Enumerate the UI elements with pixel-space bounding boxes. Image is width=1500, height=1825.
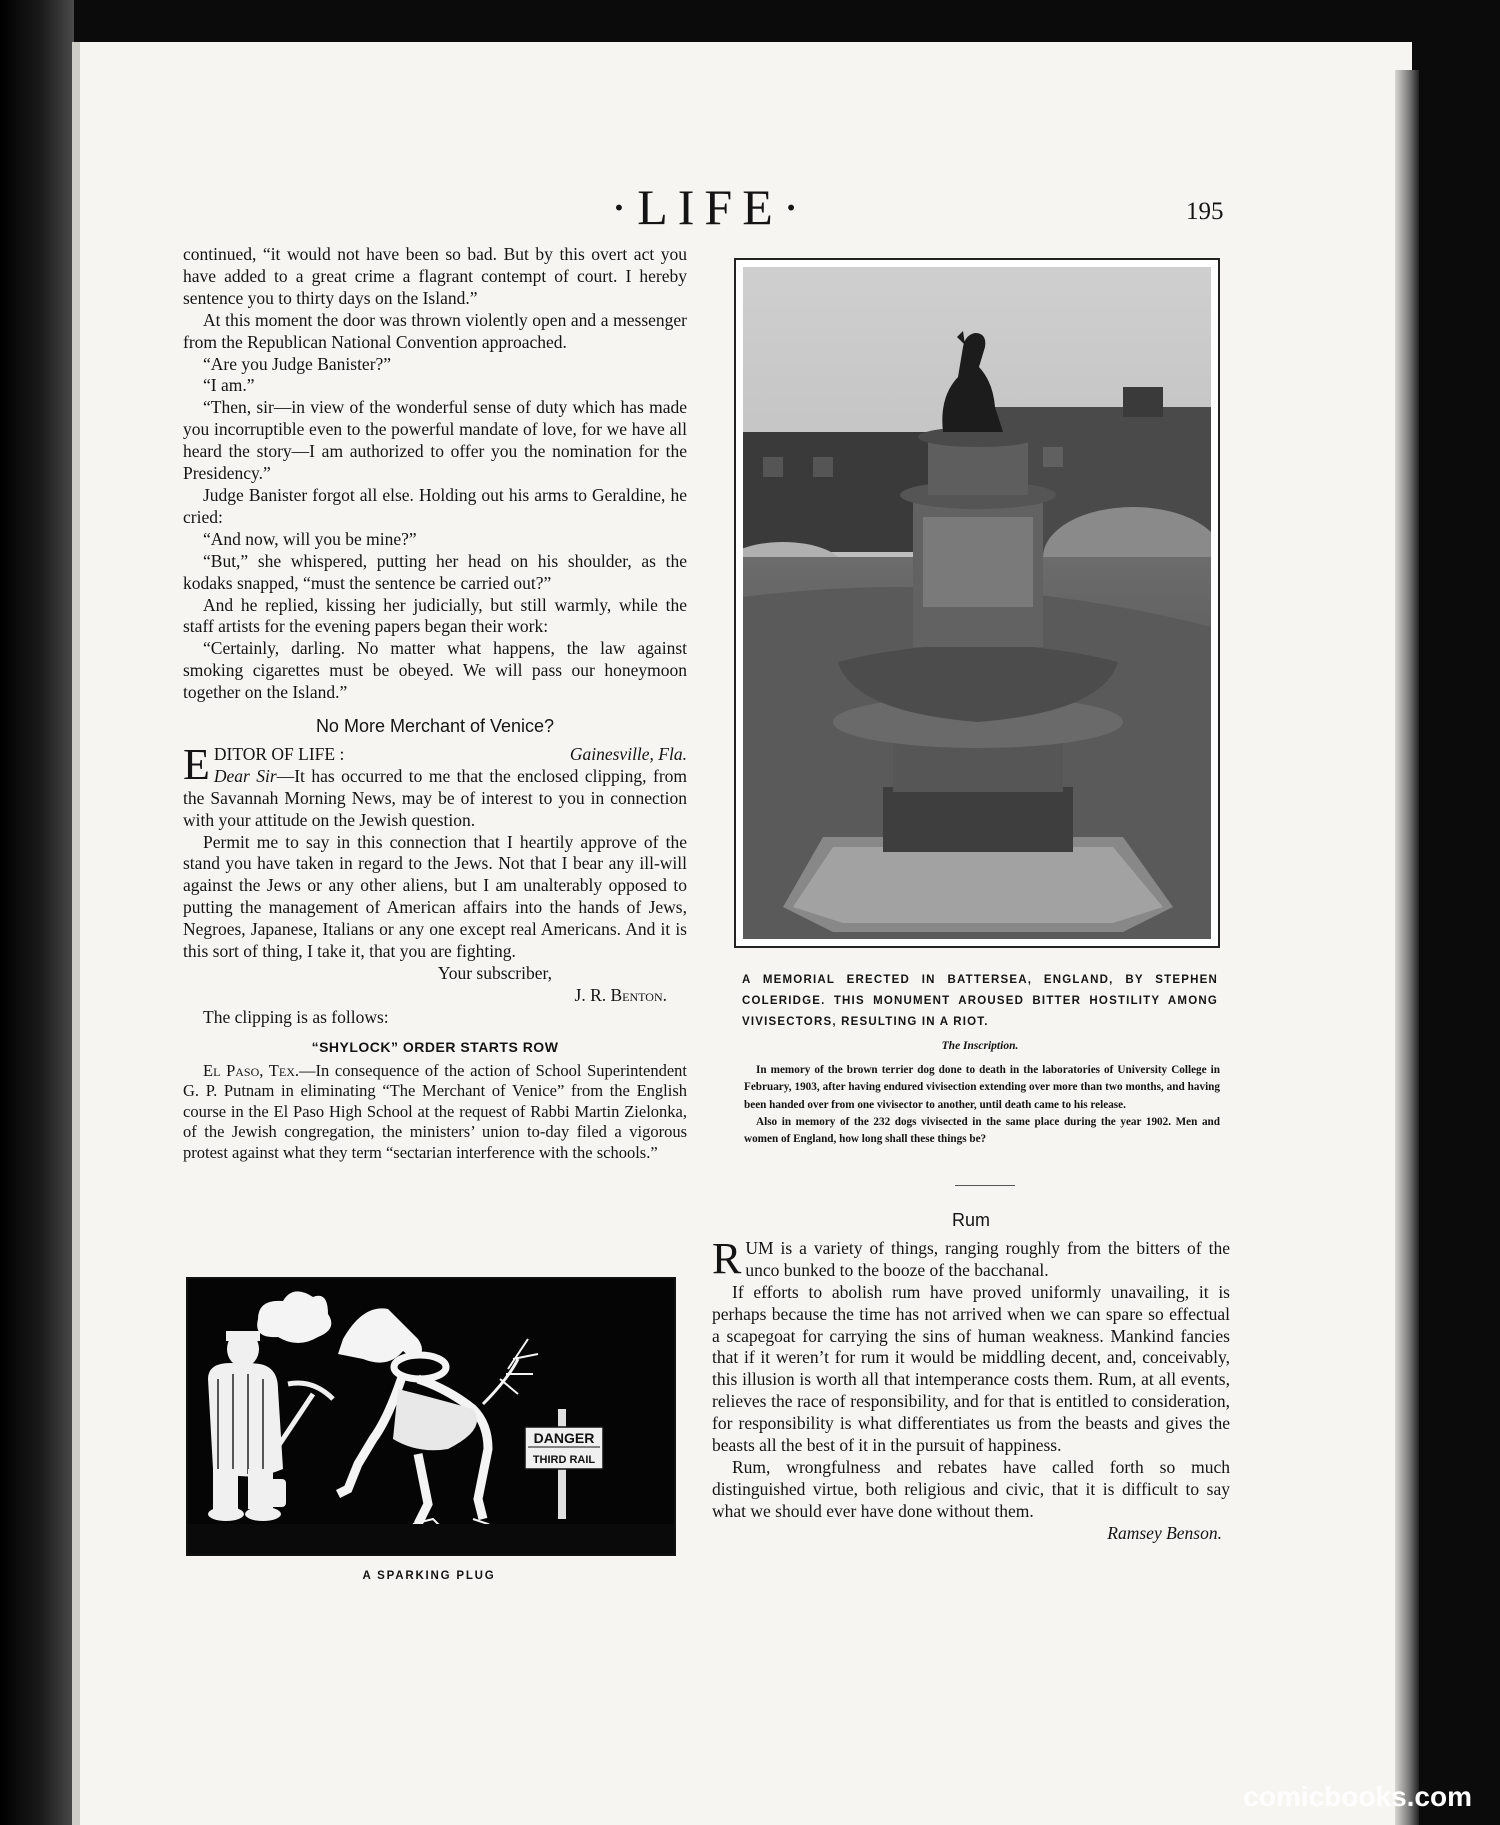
story-paragraph: “But,” she whispered, putting her head on his shoulder, as the kodaks snapped, “must the sentence be carried out?” xyxy=(183,550,687,593)
story-paragraph: At this moment the door was thrown violently open and a messenger from the Republican National Convention approached. xyxy=(183,309,687,352)
third-rail-sign-text: THIRD RAIL xyxy=(532,1454,596,1466)
rum-paragraph: If efforts to abolish rum have proved uniformly unavailing, it is perhaps because the time has not arrived when we can spare so effectual a scapegoat for carrying the sins of human weakness. Mankind fancies that if it weren’t for rum it would be middling decent, and, conceivably, this illusion is worth all that intemperance costs them. Rum, at all events, relieves the race of responsibility, and for that is entitled to consideration, for responsibility is what differentiates us from the beasts and gives the beasts all the best of it in the pursuit of happiness. xyxy=(712,1281,1230,1456)
letter-closing: Your subscriber, xyxy=(437,963,552,983)
story-paragraph: “And now, will you be mine?” xyxy=(203,528,417,549)
clipping-dateline: El Paso, Tex. xyxy=(203,1060,299,1080)
clipping-headline: “SHYLOCK” ORDER STARTS ROW xyxy=(311,1038,559,1055)
clipping-text: —In consequence of the action of School Superintendent G. P. Putnam in eliminating “The Merchant of Venice” from the English course in the El Paso High School at the request of Rabbi Martin Zielonka, of the Jewish congregation, the ministers’ union to-day filed a vigorous protest against what they term “sectarian interference with the schools.” xyxy=(183,1060,687,1162)
rum-heading: Rum xyxy=(951,1210,990,1230)
letter-salutation-line xyxy=(214,744,687,766)
letter-dear: Dear Sir xyxy=(213,765,277,786)
rum-paragraph: Rum, wrongfulness and rebates have called forth so much distinguished virtue, both religious and civic, that it is difficult to say what we should ever have done without them. xyxy=(712,1456,1230,1521)
letter-place: Gainesville, Fla. xyxy=(569,743,687,764)
story-paragraph: “Certainly, darling. No matter what happens, the law against smoking cigarettes must be obeyed. We will pass our honeymoon together on the Island.” xyxy=(183,638,687,703)
watermark: comicbooks.com xyxy=(1243,1781,1472,1812)
letter-signature: J. R. Benton. xyxy=(574,984,667,1005)
letter xyxy=(183,739,688,1029)
divider xyxy=(955,1185,1015,1186)
rum-paragraph: UM is a variety of things, ranging roughly from the bitters of the unco bunked to the booze of the bacchanal. xyxy=(745,1237,1230,1280)
memorial-photo xyxy=(743,267,1211,939)
story-paragraph: “Then, sir—in view of the wonderful sense of duty which has made you incorruptible even to the powerful mandate of love, for we have all heard the story—I am authorized to offer you the nomination for the Presidency.” xyxy=(183,397,687,484)
sparking-plug-cartoon xyxy=(186,1277,676,1556)
inscription-paragraph: Also in memory of the 232 dogs vivisected in the same place during the year 1902. Men and women of England, how long shall these things be? xyxy=(744,1115,1220,1146)
page-left-edge xyxy=(72,42,80,1825)
left-column xyxy=(183,244,687,1163)
masthead: ·LIFE· xyxy=(610,179,810,235)
clipping-intro: The clipping is as follows: xyxy=(203,1006,389,1027)
story-paragraph: “Are you Judge Banister?” xyxy=(203,353,392,374)
inscription-paragraph: In memory of the brown terrier dog done to death in the laboratories of University College in February, 1903, after having endured vivisection extending over more than two months, and having been handed over from one vivisector to another, until death came to his release. xyxy=(744,1064,1220,1111)
letter-heading: No More Merchant of Venice? xyxy=(315,716,555,737)
letter-body-2: Permit me to say in this connection that I heartily approve of the stand you have taken in regard to the Jews. Not that I bear any ill-will against the Jews or any other aliens, but I am unalterably opposed to putting the management of American affairs into the hands of Jews, Negroes, Japanese, Italians or any one except real Americans. And it is this sort of thing, I take it, that you are fighting. xyxy=(183,831,687,962)
rum-dropcap: R xyxy=(712,1233,742,1283)
story-paragraph: continued, “it would not have been so bad. But by this overt act you have added to a great crime a flagrant contempt of court. I hereby sentence you to thirty days on the Island.” xyxy=(183,244,687,308)
story-paragraph: And he replied, kissing her judicially, but still warmly, while the staff artists for the evening papers began their work: xyxy=(183,594,687,637)
memorial-photo-frame xyxy=(734,258,1220,948)
photo-caption: A MEMORIAL ERECTED IN BATTERSEA, ENGLAND, BY STEPHEN COLERIDGE. THIS MONUMENT AROUSED BITTER HOSTILITY AMONG VIVISECTORS, RESULTING IN A RIOT. xyxy=(742,974,1218,1028)
rum-article xyxy=(712,1198,1230,1545)
story-paragraph: Judge Banister forgot all else. Holding out his arms to Geraldine, he cried: xyxy=(183,484,687,527)
binding-shadow xyxy=(0,0,74,1825)
story-paragraph: “I am.” xyxy=(203,375,255,396)
page-right-edge xyxy=(1395,70,1419,1825)
letter-dropcap: E xyxy=(183,739,210,789)
cartoon-caption: A SPARKING PLUG xyxy=(362,1570,496,1582)
letter-salutation: DITOR OF LIFE : xyxy=(213,743,345,764)
inscription-title: The Inscription. xyxy=(941,1040,1019,1052)
page-number: 195 xyxy=(1186,198,1224,225)
letter-body-1: —It has occurred to me that the enclosed clipping, from the Savannah Morning News, may be of interest to you in connection with your attitude on the Jewish question. xyxy=(183,765,688,830)
rum-author: Ramsey Benson. xyxy=(1107,1522,1222,1543)
inscription xyxy=(744,1062,1220,1148)
danger-sign-text: DANGER xyxy=(533,1430,595,1446)
